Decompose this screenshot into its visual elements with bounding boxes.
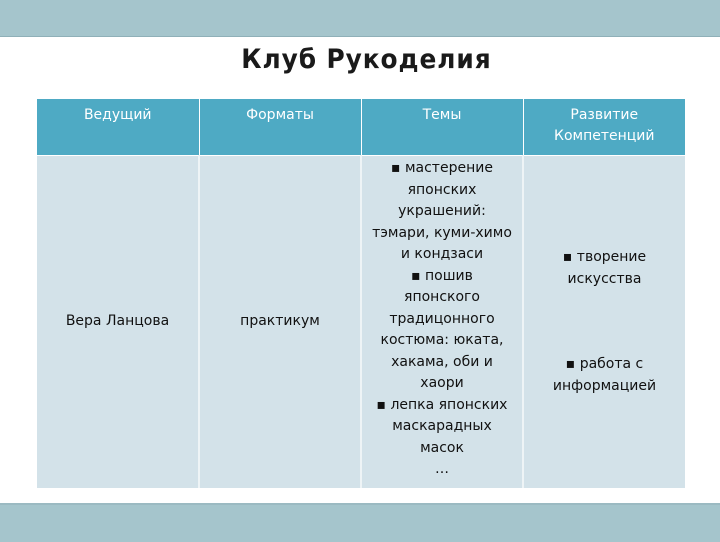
cell-host: Вера Ланцова: [37, 156, 199, 489]
competency-item: [528, 247, 681, 290]
bottom-decorative-bar: [0, 503, 720, 542]
themes-line: костюма: юката,: [380, 332, 504, 348]
cell-competencies: [523, 156, 685, 489]
header-competencies-line: Развитие: [570, 107, 639, 123]
themes-line: масок: [420, 439, 464, 456]
themes-line: хаори: [420, 375, 464, 391]
top-decorative-bar: [0, 0, 720, 37]
themes-line: ▪ пошив: [411, 267, 473, 284]
competency-line: ▪ творение: [562, 249, 647, 265]
header-themes: Темы: [361, 99, 523, 156]
table-row: [37, 156, 685, 489]
themes-line: ▪ мастерение: [391, 160, 493, 176]
themes-list: [366, 158, 518, 481]
competency-line: информацией: [552, 377, 657, 394]
themes-line: японских: [407, 181, 477, 198]
header-competencies-line: Компетенций: [554, 128, 655, 144]
competency-spacer: [528, 290, 681, 354]
cell-themes: [361, 156, 523, 489]
page-title: Клуб Рукоделия: [241, 44, 492, 75]
themes-line: ▪ лепка японских: [376, 396, 508, 413]
header-host: Ведущий: [37, 99, 199, 156]
themes-line: и кондзаси: [400, 246, 484, 262]
club-table: [37, 99, 685, 488]
competency-item: [528, 354, 681, 397]
table-header-row: [37, 99, 685, 156]
themes-line: традицонного: [389, 310, 495, 327]
themes-line: тэмари, куми-химо: [372, 224, 512, 241]
themes-line: …: [435, 461, 449, 477]
competency-line: ▪ работа с: [565, 356, 644, 372]
competency-line: искусства: [567, 270, 642, 287]
themes-line: хакама, оби и: [391, 353, 493, 370]
header-competencies: [523, 99, 685, 156]
themes-line: японского: [404, 289, 480, 305]
themes-line: маскарадных: [392, 418, 492, 434]
header-formats: Форматы: [199, 99, 361, 156]
club-table-container: [37, 99, 685, 488]
cell-format: практикум: [199, 156, 361, 489]
themes-line: украшений:: [398, 203, 486, 219]
